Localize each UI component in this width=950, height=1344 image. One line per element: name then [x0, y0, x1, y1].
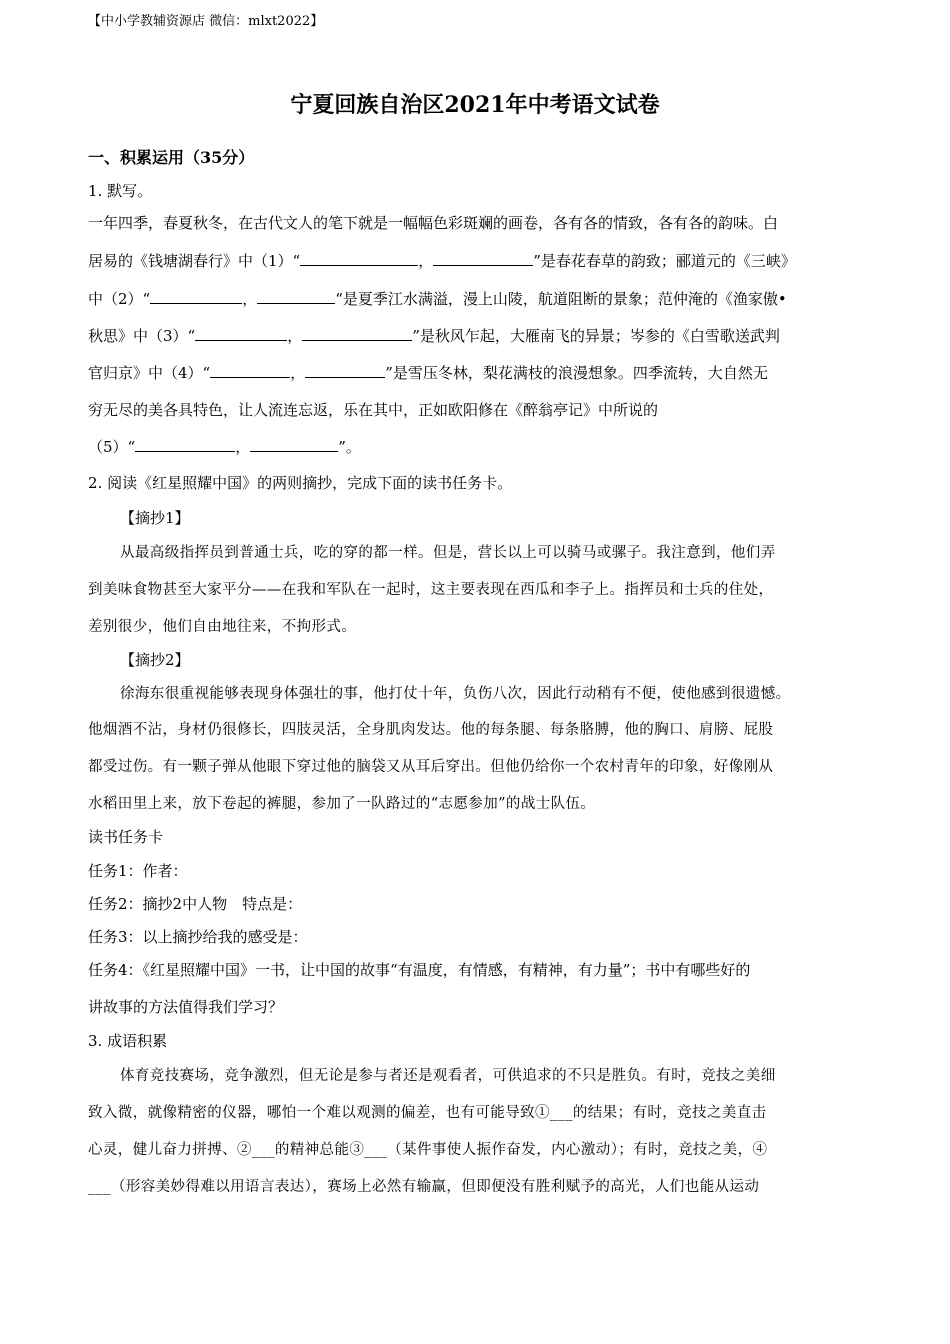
- blank-3a[interactable]: [195, 326, 287, 341]
- excerpt-2-line-1: 徐海东很重视能够表现身体强壮的事，他打仗十年，负伤八次，因此行动稍有不便，使他感到很遗憾。: [120, 686, 791, 702]
- q3-line-1: 体育竞技赛场，竞争激烈，但无论是参与者还是观看者，可供追求的不只是胜负。有时，竞技之美细: [120, 1068, 776, 1084]
- q3-line-3: 心灵，健儿奋力拼搏、②___的精神总能③___（某件事使人振作奋发，内心激动）；有时，竞技之美，④: [88, 1142, 768, 1158]
- task-4-line-1: 任务4：《红星照耀中国》一书，让中国的故事“有温度，有情感，有精神，有力量”；书中有哪些好的: [88, 961, 751, 979]
- excerpt-1-line-3: 差别很少，他们自由地往来，不拘形式。: [88, 619, 357, 635]
- q3-label: 3. 成语积累: [88, 1032, 168, 1050]
- task-4-line-2: 讲故事的方法值得我们学习？: [88, 998, 284, 1016]
- q1-line-3: 中（2）“ ， “是夏季江水满溢，漫上山陵，航道阻断的景象；范仲淹的《渔家傲•: [88, 290, 787, 308]
- task-2: 任务2：摘抄2中人物 特点是：: [88, 895, 303, 913]
- task-1: 任务1：作者：: [88, 862, 188, 880]
- q1-line-7: （5）“ ， ”。: [88, 438, 361, 456]
- blank-2a[interactable]: [150, 289, 242, 304]
- section-heading: 一、积累运用（35分）: [88, 148, 255, 167]
- blank-2b[interactable]: [257, 289, 335, 304]
- blank-4a[interactable]: [210, 363, 290, 378]
- q1-line-2: 居易的《钱塘湖春行》中（1）“ ， ”是春花春草的韵致；郦道元的《三峡》: [88, 252, 796, 270]
- task-card-title: 读书任务卡: [88, 828, 164, 846]
- excerpt-2-line-4: 水稻田里上来，放下卷起的裤腿，参加了一队路过的“志愿参加”的战士队伍。: [88, 796, 596, 812]
- q2-label: 2. 阅读《红星照耀中国》的两则摘抄，完成下面的读书任务卡。: [88, 474, 513, 492]
- excerpt-2-line-2: 他烟酒不沾，身材仍很修长，四肢灵活，全身肌肉发达。他的每条腿、每条胳膊，他的胸口、肩膀、屁股: [88, 722, 774, 738]
- excerpt-1-label: 【摘抄1】: [120, 509, 190, 527]
- q1-label: 1. 默写。: [88, 182, 153, 200]
- excerpt-2-label: 【摘抄2】: [120, 651, 190, 669]
- blank-1b[interactable]: [433, 251, 533, 266]
- task-3: 任务3：以上摘抄给我的感受是：: [88, 928, 308, 946]
- q1-line-6: 穷无尽的美各具特色，让人流连忘返，乐在其中，正如欧阳修在《醉翁亭记》中所说的: [88, 401, 659, 419]
- blank-3b[interactable]: [302, 326, 412, 341]
- q1-line-1: 一年四季，春夏秋冬，在古代文人的笔下就是一幅幅色彩斑斓的画卷，各有各的情致，各有各的韵味。白: [88, 214, 779, 232]
- blank-1a[interactable]: [300, 251, 418, 266]
- blank-5a[interactable]: [135, 437, 235, 452]
- excerpt-1-line-2: 到美味食物甚至大家平分——在我和军队在一起时，这主要表现在西瓜和李子上。指挥员和士兵的住处，: [88, 582, 774, 598]
- page-title: 宁夏回族自治区2021年中考语文试卷: [290, 92, 660, 118]
- q3-line-4: ___（形容美妙得难以用语言表达），赛场上必然有输赢，但即便没有胜利赋予的高光，人们也能从运动: [88, 1179, 760, 1195]
- excerpt-1-line-1: 从最高级指挥员到普通士兵，吃的穿的都一样。但是，营长以上可以骑马或骡子。我注意到，他们弄: [120, 545, 776, 561]
- blank-5b[interactable]: [250, 437, 338, 452]
- watermark: 【中小学教辅资源店 微信：mlxt2022】: [88, 14, 324, 29]
- q3-line-2: 致入微，就像精密的仪器，哪怕一个难以观测的偏差，也有可能导致①___的结果；有时，竞技之美直击: [88, 1105, 767, 1121]
- blank-4b[interactable]: [305, 363, 385, 378]
- excerpt-2-line-3: 都受过伤。有一颗子弹从他眼下穿过他的脑袋又从耳后穿出。但他仍给你一个农村青年的印象，好像刚从: [88, 759, 774, 775]
- q1-line-5: 官归京》中（4）“ ， ”是雪压冬林，梨花满枝的浪漫想象。四季流转，大自然无: [88, 364, 768, 382]
- q1-line-4: 秋思》中（3）“ ， ”是秋风乍起，大雁南飞的异景；岑参的《白雪歌送武判: [88, 327, 780, 345]
